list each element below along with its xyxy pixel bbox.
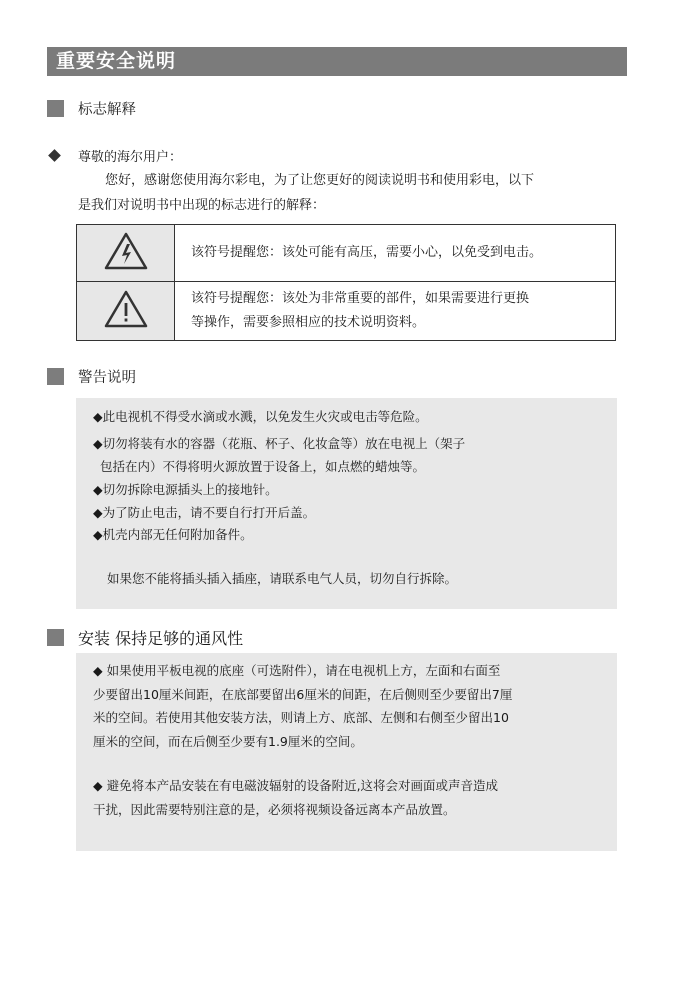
install-line: 厘米的空间，而在后侧至少要有1.9厘米的空间。: [93, 733, 363, 749]
install-paragraph-2: [93, 774, 608, 821]
section-heading-symbols: [47, 97, 136, 119]
section-marker: [47, 368, 64, 385]
greeting: [47, 146, 182, 165]
symbol-description: [175, 282, 616, 341]
warning-item: ◆为了防止电击，请不要自行打开后盖。: [93, 505, 316, 520]
warning-item: ◆切勿将装有水的容器（花瓶、杯子、化妆盒等）放在电视上（架子: [93, 436, 466, 451]
warning-item: ◆机壳内部无任何附加备件。: [93, 527, 253, 542]
intro-line-2: 是我们对说明书中出现的标志进行的解释：: [78, 198, 326, 213]
section-marker: [47, 100, 64, 117]
intro-paragraph: [78, 168, 608, 218]
symbol-description: 该符号提醒您：该处可能有高压，需要小心，以免受到电击。: [175, 225, 616, 282]
diamond-bullet-icon: [48, 149, 61, 162]
symbol-description-line-2: 等操作，需要参照相应的技术说明资料。: [191, 315, 426, 330]
symbol-description-line-1: 该符号提醒您：该处为非常重要的部件，如果需要进行更换: [191, 291, 530, 306]
symbol-icon-cell: [77, 225, 175, 282]
symbol-table: [76, 224, 616, 341]
section-heading-warnings-label: 警告说明: [78, 369, 136, 386]
install-line: ◆ 避免将本产品安装在有电磁波辐射的设备附近,这将会对画面或声音造成: [93, 778, 499, 793]
section-heading-install-label: 安装 保持足够的通风性: [78, 628, 244, 648]
install-line: 米的空间。若使用其他安装方法，则请上方、底部、左侧和右侧至少留出10: [93, 710, 509, 725]
symbol-icon-cell: [77, 282, 175, 341]
warning-item: ◆此电视机不得受水滴或水溅，以免发生火灾或电击等危险。: [93, 409, 428, 424]
install-line: 干扰，因此需要特别注意的是，必须将视频设备远离本产品放置。: [93, 801, 456, 817]
page-title: 重要安全说明: [47, 47, 627, 76]
section-heading-install: [47, 626, 243, 648]
section-marker: [47, 629, 64, 646]
warnings-box: [76, 398, 617, 609]
electric-shock-warning-icon: [103, 231, 149, 271]
install-paragraph-1: [93, 659, 608, 753]
section-heading-symbols-label: 标志解释: [78, 101, 136, 118]
exclamation-warning-icon: [103, 289, 149, 329]
greeting-text: 尊敬的海尔用户：: [78, 150, 183, 165]
symbol-row: [77, 225, 616, 282]
install-box: [76, 653, 617, 851]
symbol-row: [77, 282, 616, 341]
intro-line-1: 您好，感谢您使用海尔彩电，为了让您更好的阅读说明书和使用彩电，以下: [105, 173, 535, 188]
warning-note: 如果您不能将插头插入插座，请联系电气人员，切勿自行拆除。: [107, 571, 458, 586]
warning-item: ◆切勿拆除电源插头上的接地针。: [93, 482, 278, 497]
install-line: 少要留出10厘米间距，在底部要留出6厘米的间距，在后侧则至少要留出7厘: [93, 686, 513, 702]
warning-item: 包括在内）不得将明火源放置于设备上，如点燃的蜡烛等。: [100, 459, 426, 474]
section-heading-warnings: [47, 365, 136, 387]
install-line: ◆ 如果使用平板电视的底座（可选附件），请在电视机上方，左面和右面至: [93, 663, 501, 678]
